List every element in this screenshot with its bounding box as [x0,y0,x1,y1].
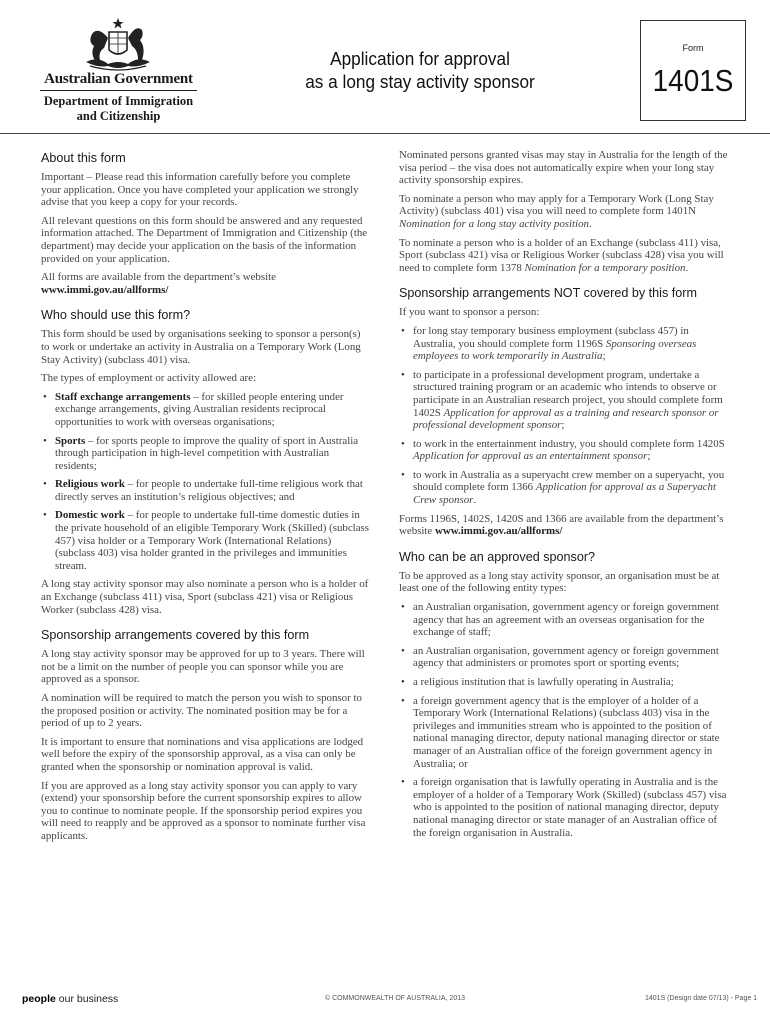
paragraph: The types of employment or activity allowed are: [41,372,257,385]
paragraph: A nomination will be required to match the person you wish to sponsor to the proposed position or activity. The nominated position may be for a period of up to 2 years. [41,692,362,730]
form-name: Application for approval as a Superyacht Crew sponsor [413,481,716,507]
form-name: Nomination for a temporary position [524,261,686,274]
punctuation: ; [602,350,606,363]
punctuation: . [588,217,592,230]
punctuation: . [685,261,689,274]
list-item-term: Religious work [55,478,125,491]
list-item [399,369,729,432]
punctuation: ; [647,450,651,463]
footer-brand-rest: our business [55,993,119,1005]
list-item: • a foreign organisation that is lawfully operating in Australia and is the employer of a holder of a Temporary Work (Skilled) (subclass 457) visa who is appointed to the position of national managing director, deputy national managing director or state manager of an Australian office of the foreign organisation in Australia. [399,776,729,839]
form-name: Nomination for a long stay activity position [399,217,589,230]
paragraph: Important – Please read this information carefully before you complete your application. Once you have completed your application we strongly advise that you keep a copy for your records. [41,171,359,209]
paragraph: If you are approved as a long stay activity sponsor you can apply to vary (extend) your sponsorship before the current sponsorship expires to allow you to continue to nominate people. If the sponsorship period expires you will need to reapply and be approved as a sponsor to nominate further visa applicants. [41,779,366,842]
coat-of-arms-logo [78,16,158,74]
paragraph-text: To nominate a person who is a holder of an Exchange (subclass 411) visa, Sport (subclass 421) visa or Religious Worker (subclass 428) visa you will need to complete form 1378 [399,236,724,274]
punctuation: . [473,494,477,507]
paragraph: It is important to ensure that nominations and visa applications are lodged well before the expiry of the sponsorship approval, as a visa can only be granted when the sponsorship or nomination approval is valid. [41,735,364,773]
form-title-line-1: Application for approval [330,48,510,69]
paragraph: To be approved as a long stay activity sponsor, an organisation must be at least one of the following entity types: [399,569,720,595]
footer-brand-bold: people [22,993,56,1005]
punctuation: ; [561,419,565,432]
form-title-line-2: as a long stay activity sponsor [305,71,535,92]
left-column [41,149,371,849]
list-item [41,478,371,503]
form-name: Sponsoring overseas employees to work temporarily in Australia [413,337,697,363]
department-name [40,94,197,124]
list-item-text: to work in Australia as a superyacht crew member on a superyacht, you should complete form 1366 [413,468,725,494]
paragraph: All relevant questions on this form should be answered and any requested information attached. The Department of Immigration and Citizenship (the department) may decide your application on the basis of the information provided on your application. [41,214,368,265]
form-number-box [640,20,746,121]
section-heading-approved: Who can be an approved sponsor? [399,549,596,564]
list-item: • a religious institution that is lawfully operating in Australia; [399,676,729,689]
header-divider [0,133,770,134]
paragraph: A long stay activity sponsor may also nominate a person who is a holder of an Exchange (subclass 411) visa, Sport (subclass 421) visa or Religious Worker (subclass 428) visa. [41,578,369,616]
list-item [41,391,371,429]
section-heading-not-covered: Sponsorship arrangements NOT covered by this form [399,286,697,301]
footer-page-info: 1401S (Design date 07/13) - Page 1 [645,995,758,1002]
paragraph [41,271,371,296]
list-item-text: for long stay temporary business employment (subclass 457) in Australia, you should complete form 1196S [413,324,689,350]
form-name: Application for approval as a training and research sponsor or professional development sponsor [413,406,719,432]
paragraph-text: To nominate a person who may apply for a Temporary Work (Long Stay Activity) (subclass 401) visa you will need to complete form 1401N [399,192,714,218]
list-item [41,509,371,572]
list-item: • a foreign government agency that is the employer of a holder of a Temporary Work (International Relations) (subclass 403) visa in the privileges and immunities stream who is appointed to the position of national managing director, deputy national managing director or state manager of an Australian office of the foreign government agency in Australia; or [399,695,729,771]
footer-copyright: © COMMONWEALTH OF AUSTRALIA, 2013 [325,995,465,1002]
form-label: Form [682,43,704,53]
list-item-text: – for sports people to improve the quality of sport in Australia through participation in high-level competition with Australian residents; [55,434,359,472]
list-item-term: Domestic work [55,509,125,522]
paragraph [399,193,729,231]
paragraph: A long stay activity sponsor may be approved for up to 3 years. There will not be a limit on the number of people you can sponsor while you are approved as a sponsor. [41,648,365,686]
list-item [399,438,729,463]
section-heading-about: About this form [41,151,126,165]
activity-type-list [41,391,371,573]
list-item-text: – for people to undertake full-time religious work that directly serves an institution’s religious objectives; and [55,478,363,503]
list-item-text: – for skilled people entering under exchange arrangements, giving Australian residents reciprocal opportunities to work with overseas organisations; [55,390,344,428]
right-column [399,149,729,845]
paragraph: Nominated persons granted visas may stay in Australia for the length of the visa period – the visa does not automatically expire when your long stay activity sponsorship expires. [399,149,728,187]
divider [40,90,197,91]
list-item: • an Australian organisation, government agency or foreign government agency that has an agreement with an overseas organisation for the exchange of staff; [399,601,729,639]
footer-brand [22,993,118,1005]
department-line-2: and Citizenship [76,109,161,123]
paragraph: This form should be used by organisations seeking to sponsor a person(s) to work or undertake an activity in Australia on a Temporary Work (Long Stay Activity) (subclass 401) visa. [41,328,361,366]
government-name: Australian Government [44,71,193,87]
form-title [290,47,550,93]
section-heading-covered: Sponsorship arrangements covered by this form [41,628,310,643]
website-link[interactable]: www.immi.gov.au/allforms/ [435,525,563,538]
list-item [399,325,729,363]
section-heading-who: Who should use this form? [41,308,191,323]
form-name: Application for approval as an entertainment sponsor [413,450,648,463]
website-link[interactable]: www.immi.gov.au/allforms/ [41,283,169,296]
list-item: • an Australian organisation, government agency or foreign government agency that administers or promotes sport or sporting events; [399,645,729,670]
list-item-term: Staff exchange arrangements [55,390,191,403]
form-number: 1401S [652,63,734,98]
paragraph [399,513,729,538]
paragraph: If you want to sponsor a person: [399,306,540,319]
paragraph [399,237,729,275]
entity-type-list [399,601,729,839]
list-item [41,435,371,473]
list-item-term: Sports [55,434,86,447]
list-item-text: to participate in a professional development program, undertake a structured training program or an academic who intends to observe or participate in an Australian research project, you should complete form 1402S [413,368,723,419]
paragraph-text: Forms 1196S, 1402S, 1420S and 1366 are available from the department’s website [399,512,724,538]
department-line-1: Department of Immigration [43,94,194,108]
list-item-text: – for people to undertake full-time domestic duties in the private household of an eligible Temporary Work (Skilled) (subclass 457) visa holder or a Temporary Work (International Relations) (subclass 403) visa holder granted in the privileges and immunities stream. [55,509,370,572]
paragraph-text: All forms are available from the department’s website [41,271,276,284]
list-item [399,469,729,507]
not-covered-list [399,325,729,507]
list-item-text: to work in the entertainment industry, you should complete form 1420S [413,437,725,450]
